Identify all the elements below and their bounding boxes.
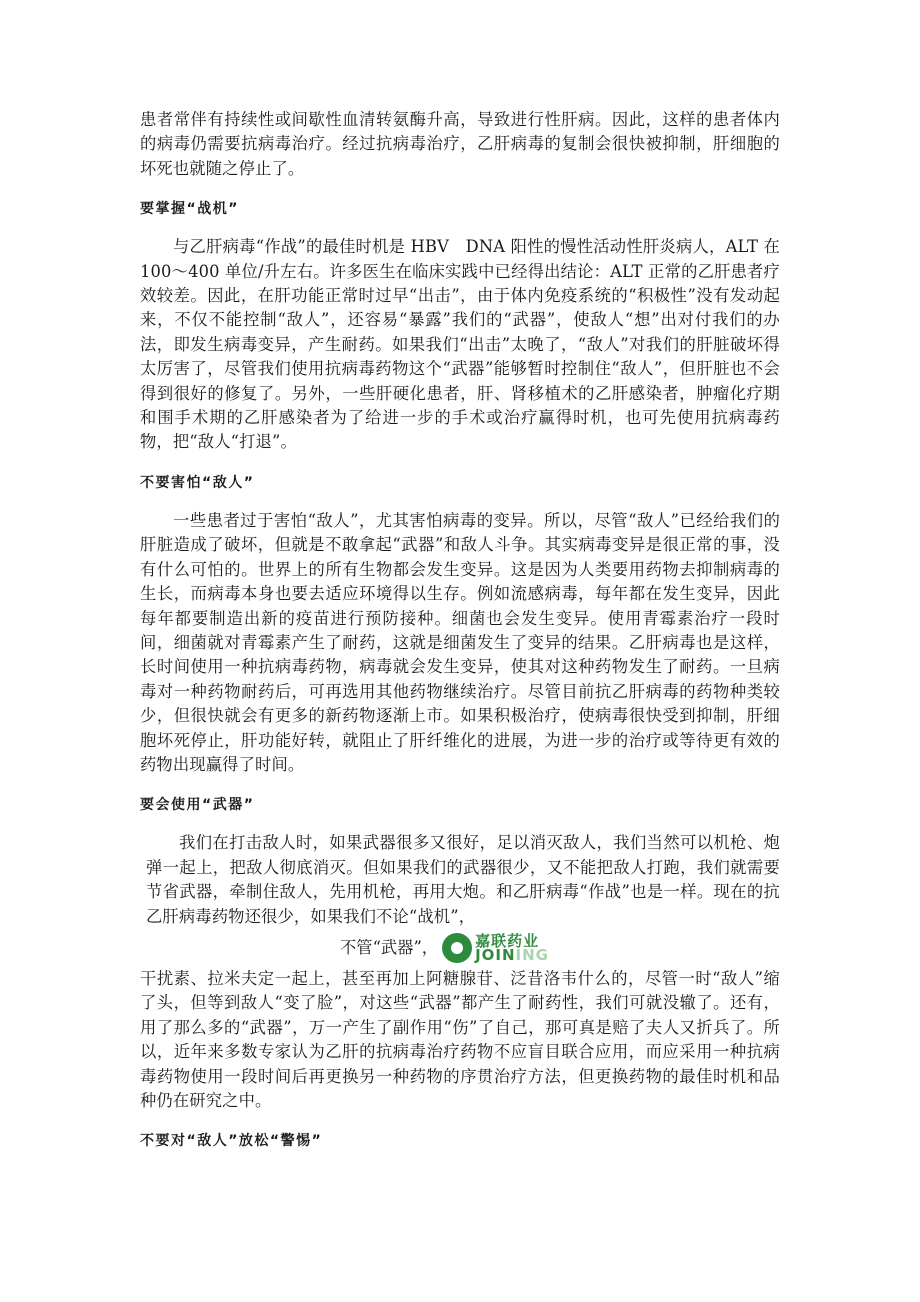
logo-line	[140, 933, 780, 963]
paragraph: 我们在打击敌人时，如果武器很多又很好，足以消灭敌人，我们当然可以机枪、炮弹一起上，把敌人彻底消灭。但如果我们的武器很少，又不能把敌人打跑，我们就需要节省武器，牵制住敌人，先用机枪，再用大炮。和乙肝病毒“作战”也是一样。现在的抗乙肝病毒药物还很少，如果我们不论“战机”，	[146, 833, 780, 926]
company-logo	[442, 933, 549, 963]
section-heading: 不要对“敌人”放松“警惕”	[140, 1133, 323, 1150]
logo-line-text: 不管“武器”，	[340, 937, 439, 957]
document-page	[140, 108, 780, 1151]
paragraph: 一些患者过于害怕“敌人”，尤其害怕病毒的变异。所以，尽管“敌人”已经给我们的肝脏造成了破坏，但就是不敢拿起“武器”和敌人斗争。其实病毒变异是很正常的事，没有什么可怕的。世界上的所有生物都会发生变异。这是因为人类要用药物去抑制病毒的生长，而病毒本身也要去适应环境得以生存。例如流感病毒，每年都在发生变异，因此每年都要制造出新的疫苗进行预防接种。细菌也会发生变异。使用青霉素治疗一段时间，细菌就对青霉素产生了耐药，这就是细菌发生了变异的结果。乙肝病毒也是这样，长时间使用一种抗病毒药物，病毒就会发生变异，使其对这种药物发生了耐药。一旦病毒对一种药物耐药后，可再选用其他药物继续治疗。尽管目前抗乙肝病毒的药物种类较少，但很快就会有更多的新药物逐渐上市。如果积极治疗，使病毒很快受到抑制，肝细胞坏死停止，肝功能好转，就阻止了肝纤维化的进展，为进一步的治疗或等待更有效的药物出现赢得了时间。	[140, 510, 780, 774]
logo-name-cn: 嘉联药业	[475, 931, 540, 950]
section-heading: 不要害怕“敌人”	[140, 474, 255, 491]
logo-mark-icon	[442, 933, 472, 963]
paragraph: 与乙肝病毒“作战”的最佳时机是 HBV DNA 阳性的慢性活动性肝炎病人，ALT 在 100～400 单位/升左右。许多医生在临床实践中已经得出结论：ALT 正常的乙肝患者疗效较差。因此，在肝功能正常时过早“出击”，由于体内免疫系统的“积极性”没有发动起来，不仅不能控制“敌人”，还容易“暴露”我们的“武器”，使敌人“想”出对付我们的办法，即发生病毒变异，产生耐药。如果我们“出击”太晚了，“敌人”对我们的肝脏破坏得太厉害了，尽管我们使用抗病毒药物这个“武器”能够暂时控制住“敌人”，但肝脏也不会得到很好的修复了。另外，一些肝硬化患者，肝、肾移植术的乙肝感染者，肿瘤化疗期和围手术期的乙肝感染者为了给进一步的手术或治疗赢得时机，也可先使用抗病毒药物，把“敌人“打退”。	[140, 237, 780, 452]
section-heading: 要会使用“武器”	[140, 797, 255, 814]
paragraph: 患者常伴有持续性或间歇性血清转氨酶升高，导致进行性肝病。因此，这样的患者体内的病毒仍需要抗病毒治疗。经过抗病毒治疗，乙肝病毒的复制会很快被抑制，肝细胞的坏死也就随之停止了。	[140, 110, 780, 178]
section-heading: 要掌握“战机”	[140, 201, 239, 218]
paragraph: 干扰素、拉米夫定一起上，甚至再加上阿糖腺苷、泛昔洛韦什么的，尽管一时“敌人”缩了头，但等到敌人“变了脸”，对这些“武器”都产生了耐药性，我们可就没辙了。还有，用了那么多的“武器”，万一产生了副作用“伤”了自己，那可真是赔了夫人又折兵了。所以，近年来多数专家认为乙肝的抗病毒治疗药物不应盲目联合应用，而应采用一种抗病毒药物使用一段时间后再更换另一种药物的序贯治疗方法，但更换药物的最佳时机和品种仍在研究之中。	[140, 968, 780, 1110]
logo-name-en: JOINING	[475, 945, 549, 964]
